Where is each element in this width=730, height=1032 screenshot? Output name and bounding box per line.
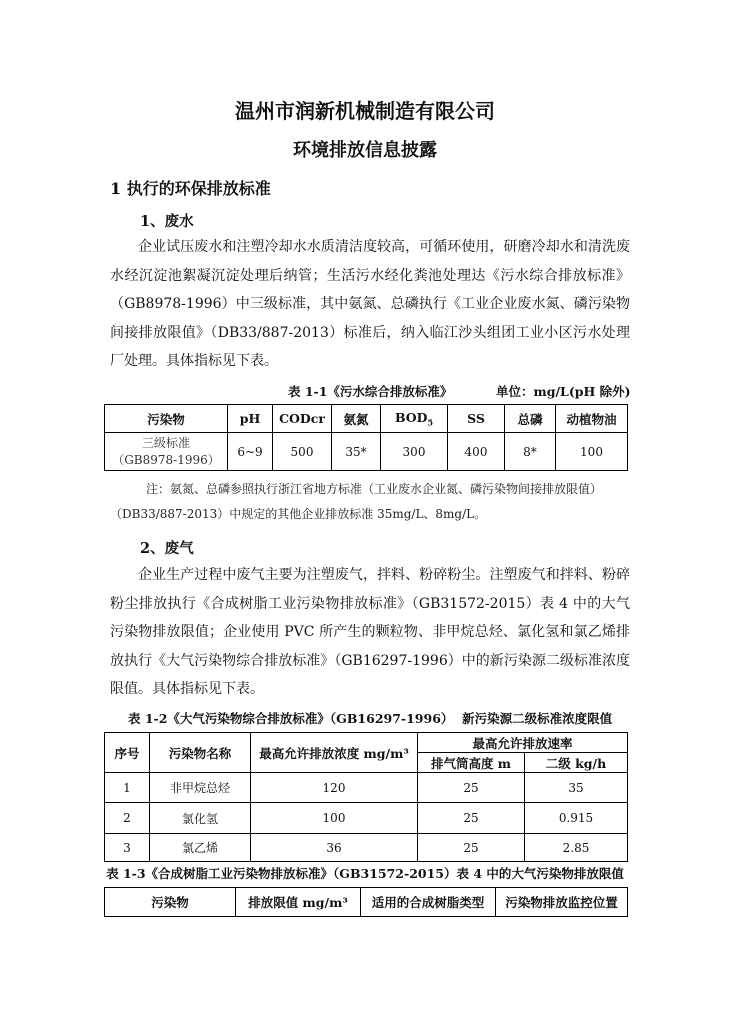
- table2-header-conc: 最高允许排放浓度 mg/m³: [251, 733, 418, 773]
- table1-cell: 35*: [332, 433, 381, 471]
- table1-header: 总磷: [505, 405, 556, 433]
- table2-cell: 氯乙烯: [150, 834, 251, 862]
- table1-cell: 6~9: [228, 433, 273, 471]
- company-title: 温州市润新机械制造有限公司: [235, 99, 495, 123]
- table2-cell: 25: [418, 803, 525, 834]
- table1-caption: 表 1-1《污水综合排放标准》: [288, 384, 453, 399]
- table-row: [105, 773, 628, 803]
- table2-cell: 120: [251, 773, 418, 803]
- table1-row-label: [105, 433, 228, 471]
- table1-cell: 8*: [505, 433, 556, 471]
- table2-header-height: 排气筒高度 m: [418, 753, 525, 773]
- table2-header-rate: 最高允许排放速率: [418, 733, 628, 753]
- table1-cell: 300: [381, 433, 448, 471]
- table2-caption: 表 1-2《大气污染物综合排放标准》（GB16297-1996） 新污染源二级标准浓度限值: [128, 711, 613, 726]
- wastewater-table: [104, 404, 628, 471]
- table1-unit: 单位：mg/L(pH 除外): [496, 384, 631, 399]
- table2-cell: 2.85: [525, 834, 628, 862]
- table2-header-name: 污染物名称: [150, 733, 251, 773]
- table1-header: SS: [448, 405, 505, 433]
- table2-cell: 35: [525, 773, 628, 803]
- subsection-waste-gas: 2、废气: [140, 540, 194, 557]
- table2-cell: 非甲烷总烃: [150, 773, 251, 803]
- table-row: [105, 834, 628, 862]
- table2-header-no: 序号: [105, 733, 150, 773]
- table3-header: 污染物: [105, 888, 236, 917]
- table1-header: pH: [228, 405, 273, 433]
- table2-cell: 1: [105, 773, 150, 803]
- table1-note: 注：氨氮、总磷参照执行浙江省地方标准（工业废水企业氮、磷污染物间接排放限值）（DB33/887-2013）中规定的其他企业排放标准 35mg/L、8mg/L。: [110, 482, 603, 521]
- table2-cell: 25: [418, 773, 525, 803]
- table3-header: 污染物排放监控位置: [496, 888, 628, 917]
- table1-cell: 400: [448, 433, 505, 471]
- table3-caption: 表 1-3《合成树脂工业污染物排放标准》（GB31572-2015）表 4 中的大气污染物排放限值: [106, 866, 624, 881]
- table2-cell: 2: [105, 803, 150, 834]
- table1-header: 动植物油: [556, 405, 628, 433]
- table1-header: $BOD_5$: [381, 405, 448, 433]
- table1-header: CODcr: [273, 405, 332, 433]
- row-label-line: 三级标准: [141, 435, 190, 450]
- table1-cell: 500: [273, 433, 332, 471]
- row-label-line: （GB8978-1996）: [112, 452, 220, 467]
- table2-cell: 100: [251, 803, 418, 834]
- air-pollutant-table: [104, 732, 628, 862]
- subsection-wastewater: 1、废水: [140, 213, 194, 230]
- section-heading: 1 执行的环保排放标准: [110, 179, 271, 198]
- waste-gas-paragraph: 企业生产过程中废气主要为注塑废气，拌料、粉碎粉尘。注塑废气和拌料、粉碎粉尘排放执行《合成树脂工业污染物排放标准》（GB31572-2015）表 4 中的大气污染物排放限值；企业使用 PVC 所产生的颗粒物、非甲烷总烃、氯化氢和氯乙烯排放执行《大气污染物综合排放标准》（GB16297-1996）中的新污染源二级标准浓度限值。具体指标见下表。: [110, 567, 630, 697]
- table-row: [105, 803, 628, 834]
- wastewater-paragraph: 企业试压废水和注塑冷却水水质清洁度较高，可循环使用，研磨冷却水和清洗废水经沉淀池絮凝沉淀处理后纳管；生活污水经化粪池处理达《污水综合排放标准》（GB8978-1996）中三级标准，其中氨氮、总磷执行《工业企业废水氮、磷污染物间接排放限值》（DB33/887-2013）标准后，纳入临江沙头组团工业小区污水处理厂处理。具体指标见下表。: [110, 239, 630, 369]
- table3-header: 排放限值 mg/m³: [236, 888, 361, 917]
- table2-cell: 36: [251, 834, 418, 862]
- table2-cell: 0.915: [525, 803, 628, 834]
- table2-cell: 氯化氢: [150, 803, 251, 834]
- document-subtitle: 环境排放信息披露: [293, 140, 437, 161]
- table2-header-level: 二级 kg/h: [525, 753, 628, 773]
- table3-header: 适用的合成树脂类型: [361, 888, 496, 917]
- table1-header: 氨氮: [332, 405, 381, 433]
- table2-cell: 25: [418, 834, 525, 862]
- table1-header: 污染物: [105, 405, 228, 433]
- table1-cell: 100: [556, 433, 628, 471]
- table2-cell: 3: [105, 834, 150, 862]
- resin-emission-table: [104, 887, 628, 917]
